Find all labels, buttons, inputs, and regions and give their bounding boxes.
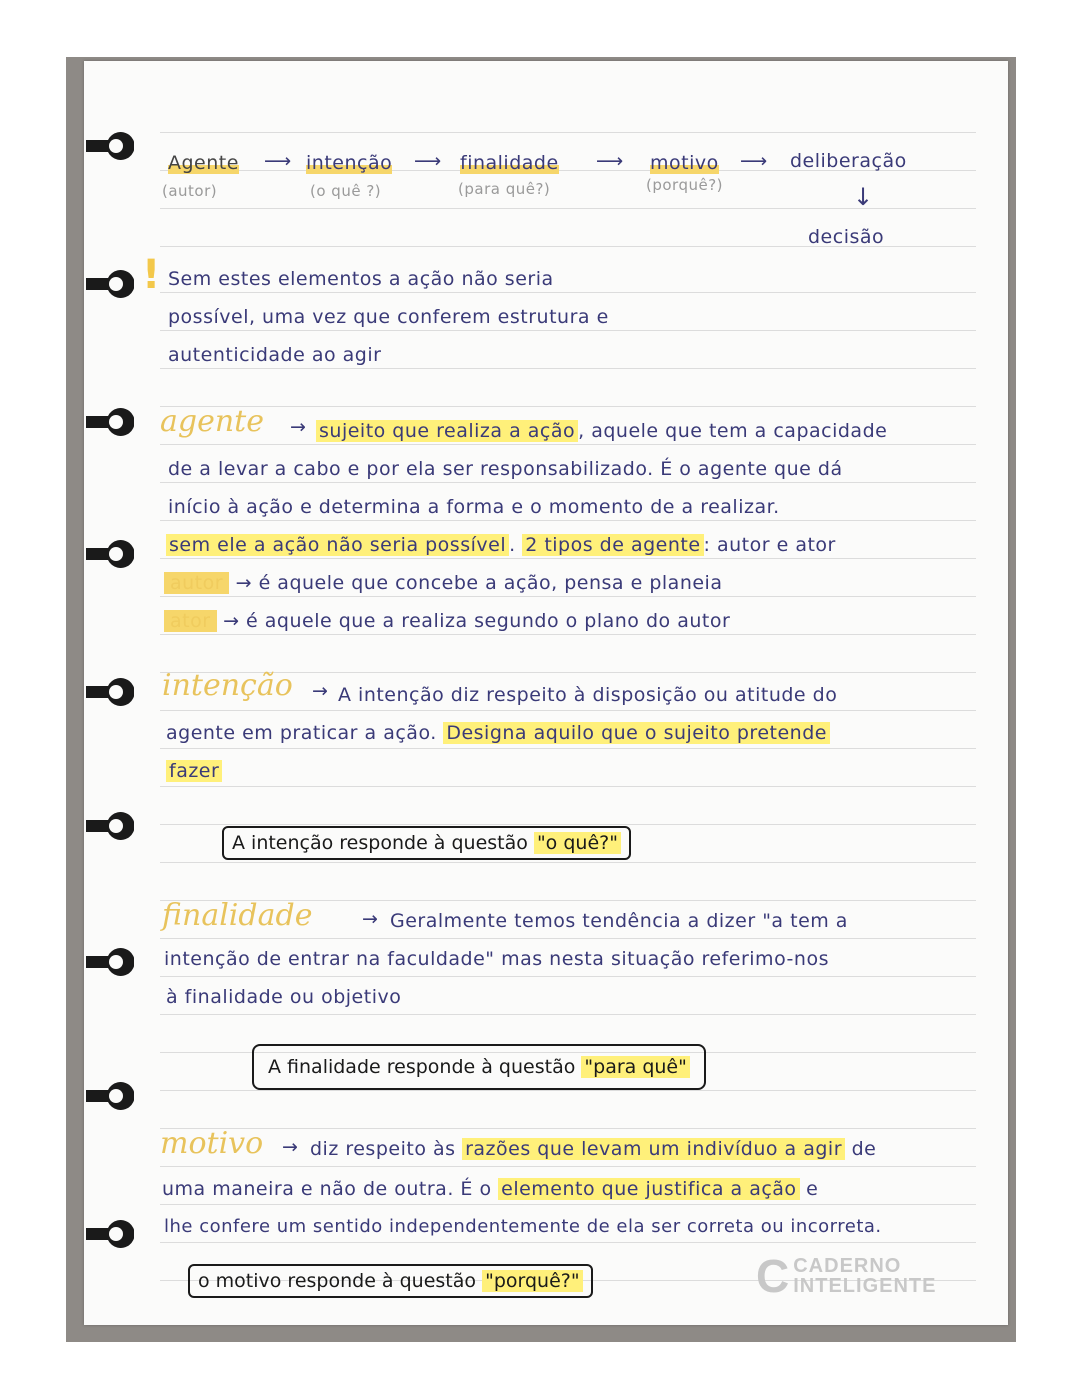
arrow-right-icon: → [362,908,379,930]
ruled-line [160,1128,976,1129]
flow-finalidade: finalidade [460,152,559,174]
ruled-line [160,368,976,369]
agente-line-1: sujeito que realiza a ação , aquele que tem a capacidade [316,420,887,442]
binder-ring-icon [86,672,134,712]
intencao-line-1: A intenção diz respeito à disposição ou atitude do [338,684,838,706]
agente-line-4: sem ele a ação não seria possível . 2 tipos de agente : autor e ator [166,534,836,556]
finalidade-line-2: intenção de entrar na faculdade" mas nesta situação referimo-nos [164,948,829,970]
agente-line-3: início à ação e determina a forma e o momento de a realizar. [168,496,780,518]
flow-deliberacao: deliberação [790,150,907,172]
binder-ring-icon [86,126,134,166]
ruled-line [160,976,976,977]
ruled-line [160,330,976,331]
ruled-line [160,1204,976,1205]
ruled-line [160,786,976,787]
finalidade-line-3: à finalidade ou objetivo [166,986,402,1008]
ruled-line [160,862,976,863]
ruled-line [160,748,976,749]
binder-ring-icon [86,942,134,982]
flow-agente: Agente [168,152,239,174]
section-title-intencao: intenção [162,668,293,703]
agente-line-6: ator → é aquele que a realiza segundo o plano do autor [164,610,730,632]
section-title-finalidade: finalidade [162,898,313,933]
ruled-line [160,132,976,133]
intro-line-3: autenticidade ao agir [168,344,382,366]
arrow-right-icon: ⟶ [414,150,442,172]
binder-ring-icon [86,806,134,846]
motivo-line-2: uma maneira e não de outra. É o elemento que justifica a ação e [162,1178,819,1200]
ruled-line [160,1242,976,1243]
ruled-line [160,520,976,521]
ruled-line [160,596,976,597]
intencao-summary-box: A intenção responde à questão "o quê?" [222,826,631,860]
flow-finalidade-sub: (para quê?) [458,180,551,198]
ruled-line [160,938,976,939]
ruled-line [160,1166,976,1167]
arrow-right-icon: ⟶ [596,150,624,172]
ruled-line [160,824,976,825]
ruled-line [160,634,976,635]
arrow-right-icon: → [312,680,329,702]
binder-ring-icon [86,1076,134,1116]
motivo-line-3: lhe confere um sentido independentemente de ela ser correta ou incorreta. [164,1216,882,1237]
watermark-logo: C CADERNO INTELIGENTE [756,1250,937,1302]
binder-ring-icon [86,402,134,442]
intro-line-1: Sem estes elementos a ação não seria [168,268,554,290]
ruled-line [160,710,976,711]
ruled-line [160,444,976,445]
ruled-line [160,1014,976,1015]
ruled-line [160,292,976,293]
arrow-right-icon: ⟶ [264,150,292,172]
binder-ring-icon [86,264,134,304]
flow-agente-sub: (autor) [162,182,218,200]
flow-motivo: motivo [650,152,719,174]
arrow-right-icon: → [290,416,307,438]
binder-ring-icon [86,534,134,574]
arrow-right-icon: → [282,1136,299,1158]
motivo-summary-box: o motivo responde à questão "porquê?" [188,1264,593,1298]
ruled-line [160,406,976,407]
ruled-line [160,558,976,559]
arrow-right-icon: ⟶ [740,150,768,172]
agente-line-5: autor → é aquele que concebe a ação, pensa e planeia [164,572,722,594]
flow-motivo-sub: (porquê?) [646,176,724,194]
flow-intencao: intenção [306,152,393,174]
finalidade-summary-box: A finalidade responde à questão "para quê" [252,1044,706,1090]
finalidade-line-1: Geralmente temos tendência a dizer "a tem a [390,910,848,932]
exclamation-icon: ! [142,252,161,298]
section-title-motivo: motivo [160,1126,264,1161]
intro-line-2: possível, uma vez que conferem estrutura e [168,306,609,328]
section-title-agente: agente [160,404,264,439]
arrow-down-icon: ↓ [853,183,874,211]
intencao-line-2: agente em praticar a ação. Designa aquilo que o sujeito pretende [166,722,830,744]
logo-c-icon: C [756,1250,790,1302]
flow-decisao: decisão [808,226,885,248]
ruled-line [160,1090,976,1091]
motivo-line-1: diz respeito às razões que levam um indivíduo a agir de [310,1138,877,1160]
binder-ring-icon [86,1214,134,1254]
agente-line-2: de a levar a cabo e por ela ser responsabilizado. É o agente que dá [168,458,843,480]
flow-intencao-sub: (o quê ?) [310,182,382,200]
intencao-line-3: fazer [166,760,222,782]
ruled-line [160,482,976,483]
